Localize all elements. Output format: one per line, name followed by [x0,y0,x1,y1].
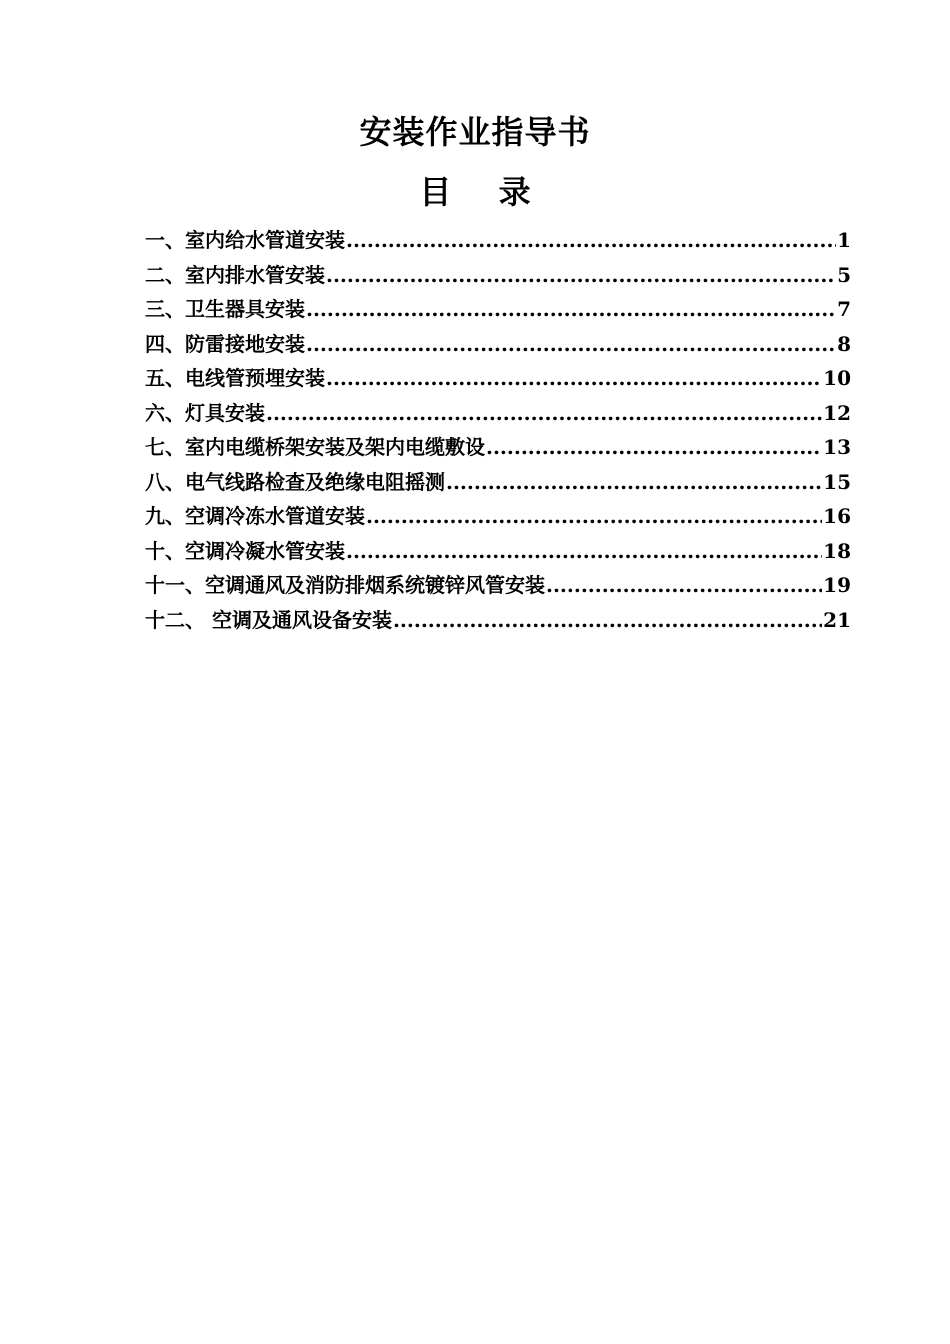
toc-entry-page: 16 [823,504,851,528]
toc-dot-leader [366,499,822,534]
toc-dot-leader [326,258,836,293]
toc-dot-leader [346,534,822,569]
toc-entry-label: 三、卫生器具安装 [145,297,305,321]
toc-entry-page: 5 [837,262,851,287]
toc-entry-page: 8 [837,331,851,356]
table-of-contents [145,223,851,637]
toc-entry-8[interactable] [145,465,851,500]
toc-entry-3[interactable] [145,292,851,327]
toc-entry-page: 12 [823,400,851,425]
toc-entry-label: 二、室内排水管安装 [145,262,325,287]
toc-entry-page: 7 [837,297,851,321]
toc-entry-label: 十二、 空调及通风设备安装 [145,607,392,632]
toc-entry-page: 1 [837,228,851,252]
toc-entry-label: 一、室内给水管道安装 [145,228,345,252]
toc-dot-leader [346,223,836,258]
toc-entry-9[interactable] [145,499,851,534]
toc-dot-leader [486,430,822,465]
toc-entry-label: 十、空调冷凝水管安装 [145,538,345,563]
toc-dot-leader [546,568,822,603]
toc-dot-leader [306,327,836,362]
toc-entry-label: 九、空调冷冻水管道安装 [145,504,365,528]
toc-dot-leader [266,396,822,431]
toc-entry-4[interactable] [145,327,851,362]
toc-dot-leader [446,465,822,500]
toc-dot-leader [326,361,822,396]
toc-entry-2[interactable] [145,258,851,293]
toc-entry-label: 六、灯具安装 [145,400,265,425]
toc-entry-page: 18 [823,538,851,563]
toc-entry-6[interactable] [145,396,851,431]
toc-entry-page: 19 [823,573,851,597]
toc-entry-label: 七、室内电缆桥架安装及架内电缆敷设 [145,435,485,459]
toc-entry-7[interactable] [145,430,851,465]
toc-entry-10[interactable] [145,534,851,569]
toc-entry-label: 五、电线管预埋安装 [145,366,325,390]
toc-entry-page: 13 [823,435,851,459]
toc-entry-page: 21 [823,607,851,632]
toc-entry-label: 十一、空调通风及消防排烟系统镀锌风管安装 [145,573,545,597]
toc-entry-12[interactable] [145,603,851,638]
toc-entry-label: 四、防雷接地安装 [145,331,305,356]
toc-entry-label: 八、电气线路检查及绝缘电阻摇测 [145,469,445,494]
toc-entry-5[interactable] [145,361,851,396]
toc-heading: 目 录 [419,173,549,211]
toc-entry-page: 10 [823,366,851,390]
toc-dot-leader [393,603,822,638]
toc-entry-1[interactable] [145,223,851,258]
toc-entry-11[interactable] [145,568,851,603]
toc-dot-leader [306,292,836,327]
document-title: 安装作业指导书 [359,113,591,151]
toc-entry-page: 15 [823,469,851,494]
